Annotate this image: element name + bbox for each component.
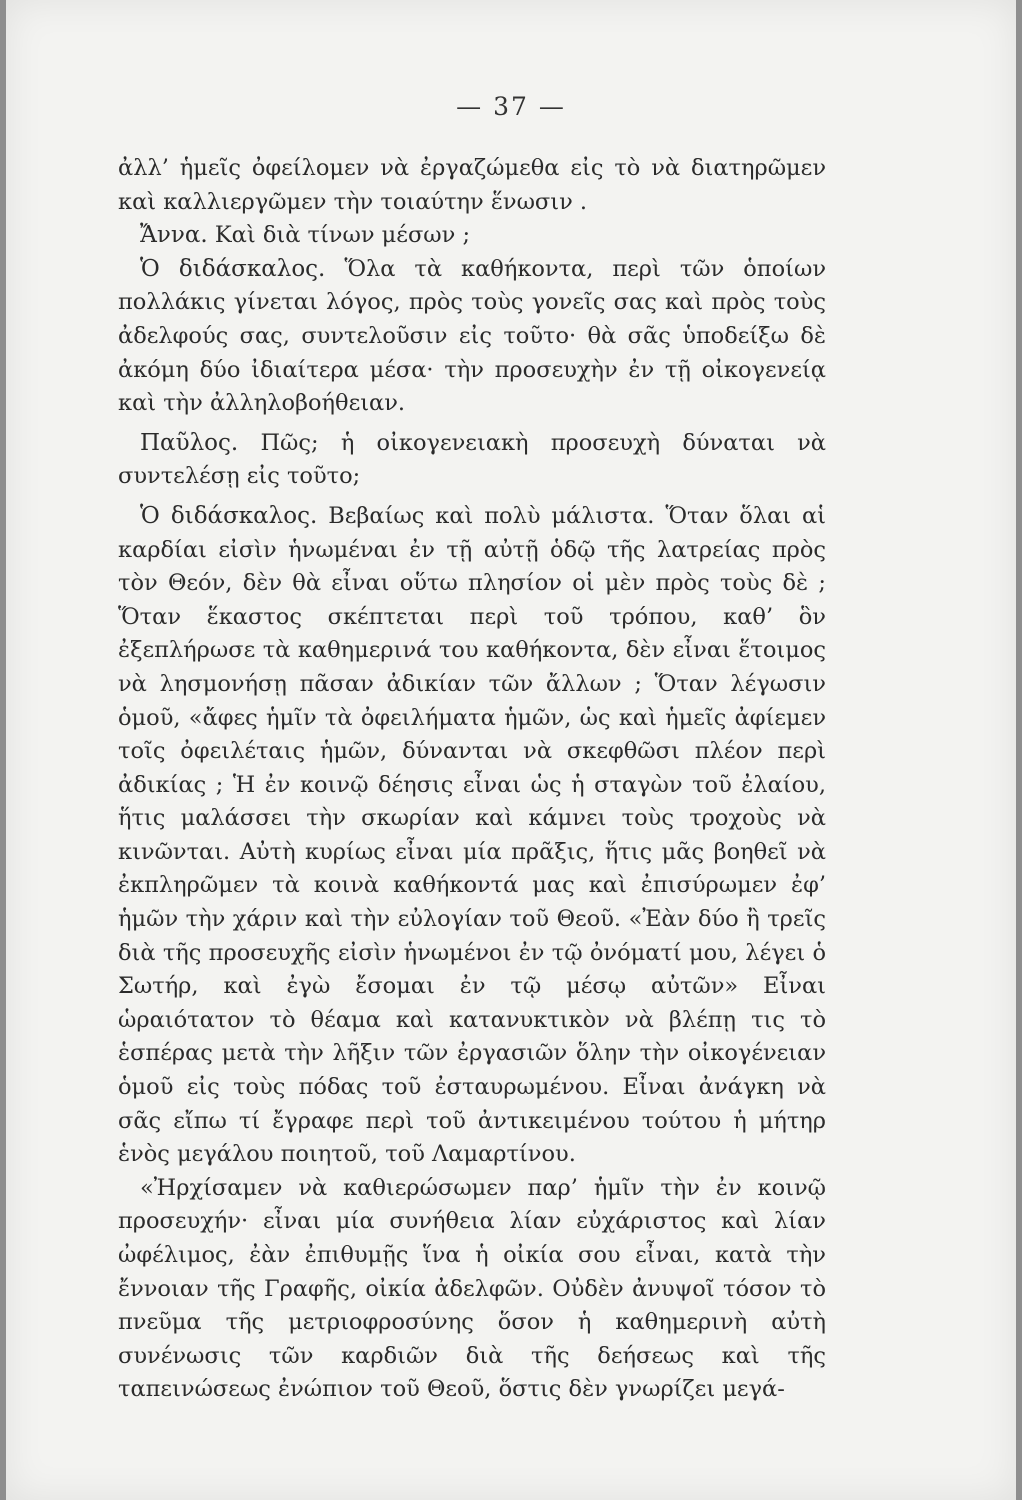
paragraph-text: Βεβαίως καὶ πολὺ μάλιστα. Ὅταν ὅλαι αἱ καρδίαι εἰσὶν ἡνωμέναι ἐν τῇ αὐτῇ ὁδῷ τῆς λατρείας πρὸς τὸν Θεόν, δὲν θὰ εἶναι οὕτω πλησίον οἱ μὲν πρὸς τοὺς δὲ ; Ὅταν ἕκαστος σκέπτεται περὶ τοῦ τρόπου, καθ’ ὃν ἐξεπλήρωσε τὰ καθημερινά του καθήκοντα, δὲν εἶναι ἕτοιμος νὰ λησμονήσῃ πᾶσαν ἀδικίαν τῶν ἄλλων ; Ὅταν λέγωσιν ὁμοῦ, «ἄφες ἡμῖν τὰ ὀφειλήματα ἡμῶν, ὡς καὶ ἡμεῖς ἀφίεμεν τοῖς ὀφειλέταις ἡμῶν, δύνανται νὰ σκεφθῶσι πλέον περὶ ἀδικίας ; Ἡ ἐν κοινῷ δέησις εἶναι ὡς ἡ σταγὼν τοῦ ἐλαίου, ἥτις μαλάσσει τὴν σκωρίαν καὶ κάμνει τοὺς τροχοὺς νὰ κινῶνται. Αὐτὴ κυρίως εἶναι μία πρᾶξις, ἥτις μᾶς βοηθεῖ νὰ ἐκπληρῶμεν τὰ κοινὰ καθήκοντά μας καὶ ἐπισύρωμεν ἐφ’ ἡμῶν τὴν χάριν καὶ τὴν εὐλογίαν τοῦ Θεοῦ. «Ἐὰν δύο ἢ τρεῖς διὰ τῆς προσευχῆς εἰσὶν ἡνωμένοι ἐν τῷ ὀνόματί μου, λέγει ὁ Σωτήρ, καὶ ἐγὼ ἔσομαι ἐν τῷ μέσῳ αὐτῶν» Εἶναι ὡραιότατον τὸ θέαμα καὶ κατανυκτικὸν νὰ βλέπῃ τις τὸ ἑσπέρας μετὰ τὴν λῆξιν τῶν ἐργασιῶν ὅλην τὴν οἰκογένειαν ὁμοῦ εἰς τοὺς πόδας τοῦ ἐσταυρωμένου. Εἶναι ἀνάγκη νὰ σᾶς εἴπω τί ἔγραφε περὶ τοῦ ἀντικειμένου τούτου ἡ μήτηρ ἑνὸς μεγάλου ποιητοῦ, τοῦ Λαμαρτίνου. <box>118 502 827 1168</box>
paragraph-dialogue <box>118 253 826 421</box>
paragraph <box>118 152 826 219</box>
paragraph-text: Καὶ διὰ τίνων μέσων ; <box>214 222 471 249</box>
paragraph-dialogue <box>118 219 826 253</box>
paragraph-text: «Ἠρχίσαμεν νὰ καθιερώσωμεν παρ’ ἡμῖν τὴν ἐν κοινῷ προσευχήν· εἶναι μία συνήθεια λίαν εὐχάριστος καὶ λίαν ὠφέλιμος, ἐὰν ἐπιθυμῇς ἵνα ἡ οἰκία σου εἶναι, κατὰ τὴν ἔννοιαν τῆς Γραφῆς, οἰκία ἀδελφῶν. Οὐδὲν ἀνυψοῖ τόσον τὸ πνεῦμα τῆς μετριοφροσύνης ὅσον ἡ καθημερινὴ αὐτὴ συνένωσις τῶν καρδιῶν διὰ τῆς δεήσεως καὶ τῆς ταπεινώσεως ἐνώπιον τοῦ Θεοῦ, ὅστις δὲν γνωρίζει μεγά- <box>118 1174 826 1403</box>
paragraph-dialogue <box>118 427 826 494</box>
speaker-name: Ὁ διδάσκαλος. <box>140 255 326 282</box>
paragraph-dialogue <box>118 500 826 1172</box>
paragraph-text: Ὅλα τὰ καθήκοντα, περὶ τῶν ὁποίων πολλάκις γίνεται λόγος, πρὸς τοὺς γονεῖς σας καὶ πρὸς τοὺς ἀδελφούς σας, συντελοῦσιν εἰς τοῦτο· θὰ σᾶς ὑποδείξω δὲ ἀκόμη δύο ἰδιαίτερα μέσα· τὴν προσευχὴν ἐν τῇ οἰκογενείᾳ καὶ τὴν ἀλληλοβοήθειαν. <box>118 255 826 417</box>
paragraph-quote <box>118 1172 826 1407</box>
speaker-name: Ὁ διδάσκαλος. <box>140 502 318 529</box>
paragraph-text: Πῶς; ἡ οἰκογενειακὴ προσευχὴ δύναται νὰ συντελέσῃ εἰς τοῦτο; <box>118 429 826 490</box>
book-page <box>6 0 1016 1500</box>
page-body <box>118 152 826 1407</box>
speaker-name: Παῦλος. <box>140 429 239 456</box>
paragraph-text: ἀλλ’ ἡμεῖς ὀφείλομεν νὰ ἐργαζώμεθα εἰς τὸ νὰ διατηρῶμεν καὶ καλλιεργῶμεν τὴν τοιαύτην ἕνωσιν . <box>118 155 826 215</box>
page-number: — 37 — <box>456 92 566 121</box>
speaker-name: Ἄννα. <box>140 222 208 249</box>
